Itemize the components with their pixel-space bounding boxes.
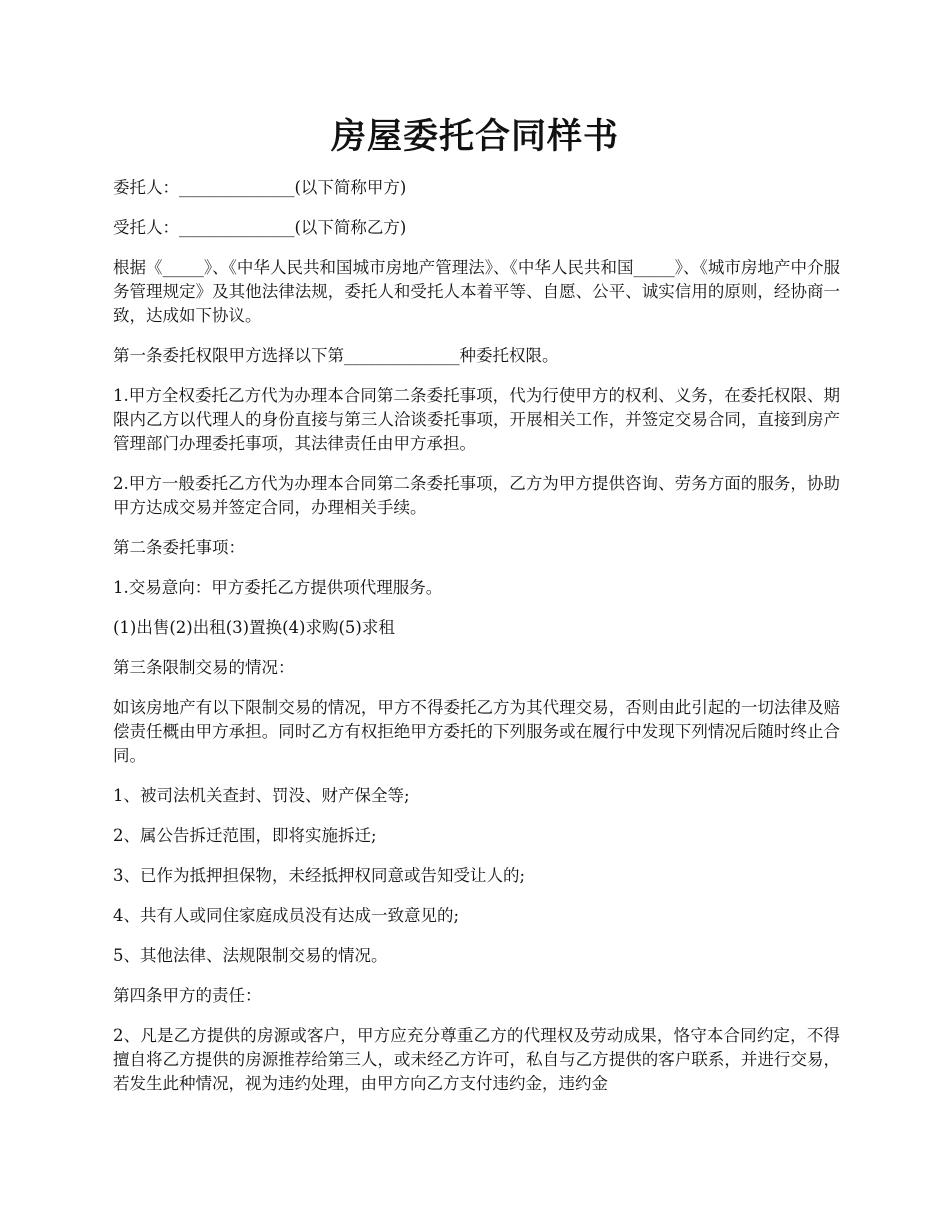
paragraph-article-4-item-2: 2、凡是乙方提供的房源或客户，甲方应充分尊重乙方的代理权及劳动成果，恪守本合同约定，不得擅自将乙方提供的房源推荐给第三人，或未经乙方许可，私自与乙方提供的客户联系，并进行交易，若发生此种情况，视为违约处理，由甲方向乙方支付违约金，违约金 [113,1026,840,1093]
paragraph-article-4: 第四条甲方的责任： [113,986,262,1005]
paragraph-restriction-5: 5、其他法律、法规限制交易的情况。 [113,946,388,965]
document-title: 房屋委托合同样书 [330,116,619,157]
paragraph-article-1: 第一条委托权限甲方选择以下第______________种委托权限。 [113,346,559,365]
document-body [113,176,840,1112]
paragraph-restriction-4: 4、共有人或同住家庭成员没有达成一致意见的; [113,906,460,925]
paragraph-article-3: 第三条限制交易的情况： [113,658,295,677]
paragraph-restriction-3: 3、已作为抵押担保物，未经抵押权同意或告知受让人的; [113,866,526,885]
paragraph-principal: 委托人：______________(以下简称甲方) [113,178,407,197]
paragraph-preamble: 根据《_____》、《中华人民共和国城市房地产管理法》、《中华人民共和国_____》、《城市房地产中介服务管理规定》及其他法律法规，委托人和受托人本着平等、自愿、公平、诚实信用的原则，经协商一致，达成如下协议。 [113,258,840,325]
paragraph-article-2: 第二条委托事项： [113,538,245,557]
paragraph-article-1-item-1: 1.甲方全权委托乙方代为办理本合同第二条委托事项，代为行使甲方的权利、义务，在委托权限、期限内乙方以代理人的身份直接与第三人洽谈委托事项，开展相关工作，并签定交易合同，直接到房产管理部门办理委托事项，其法律责任由甲方承担。 [113,386,840,453]
paragraph-article-3-body: 如该房地产有以下限制交易的情况，甲方不得委托乙方为其代理交易，否则由此引起的一切法律及赔偿责任概由甲方承担。同时乙方有权拒绝甲方委托的下列服务或在履行中发现下列情况后随时终止合同。 [113,698,840,765]
paragraph-agent: 受托人：______________(以下简称乙方) [113,218,407,237]
paragraph-article-2-options: (1)出售(2)出租(3)置换(4)求购(5)求租 [113,618,395,637]
paragraph-article-2-item-1: 1.交易意向：甲方委托乙方提供项代理服务。 [113,578,443,597]
paragraph-restriction-1: 1、被司法机关查封、罚没、财产保全等; [113,786,410,805]
paragraph-article-1-item-2: 2.甲方一般委托乙方代为办理本合同第二条委托事项，乙方为甲方提供咨询、劳务方面的服务，协助甲方达成交易并签定合同，办理相关手续。 [113,474,840,517]
paragraph-restriction-2: 2、属公告拆迁范围，即将实施拆迁; [113,826,377,845]
